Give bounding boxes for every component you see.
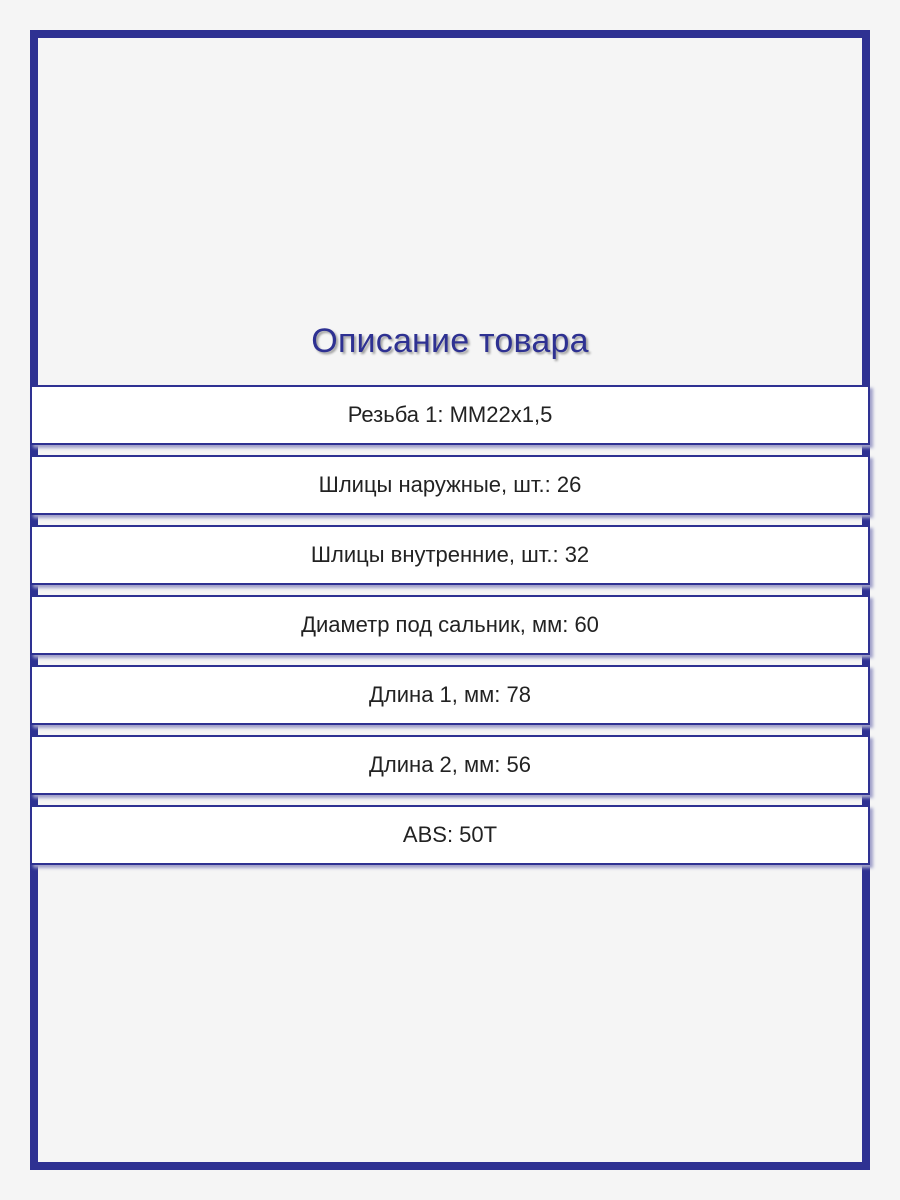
spec-row-seal-diameter: Диаметр под сальник, мм: 60 (30, 595, 870, 655)
page-title: Описание товара (311, 322, 589, 360)
spec-row-length-2: Длина 2, мм: 56 (30, 735, 870, 795)
spec-row-inner-splines: Шлицы внутренние, шт.: 32 (30, 525, 870, 585)
spec-list (30, 385, 870, 865)
spec-row-outer-splines: Шлицы наружные, шт.: 26 (30, 455, 870, 515)
spec-row-length-1: Длина 1, мм: 78 (30, 665, 870, 725)
spec-row-thread: Резьба 1: MM22x1,5 (30, 385, 870, 445)
spec-row-abs: ABS: 50T (30, 805, 870, 865)
